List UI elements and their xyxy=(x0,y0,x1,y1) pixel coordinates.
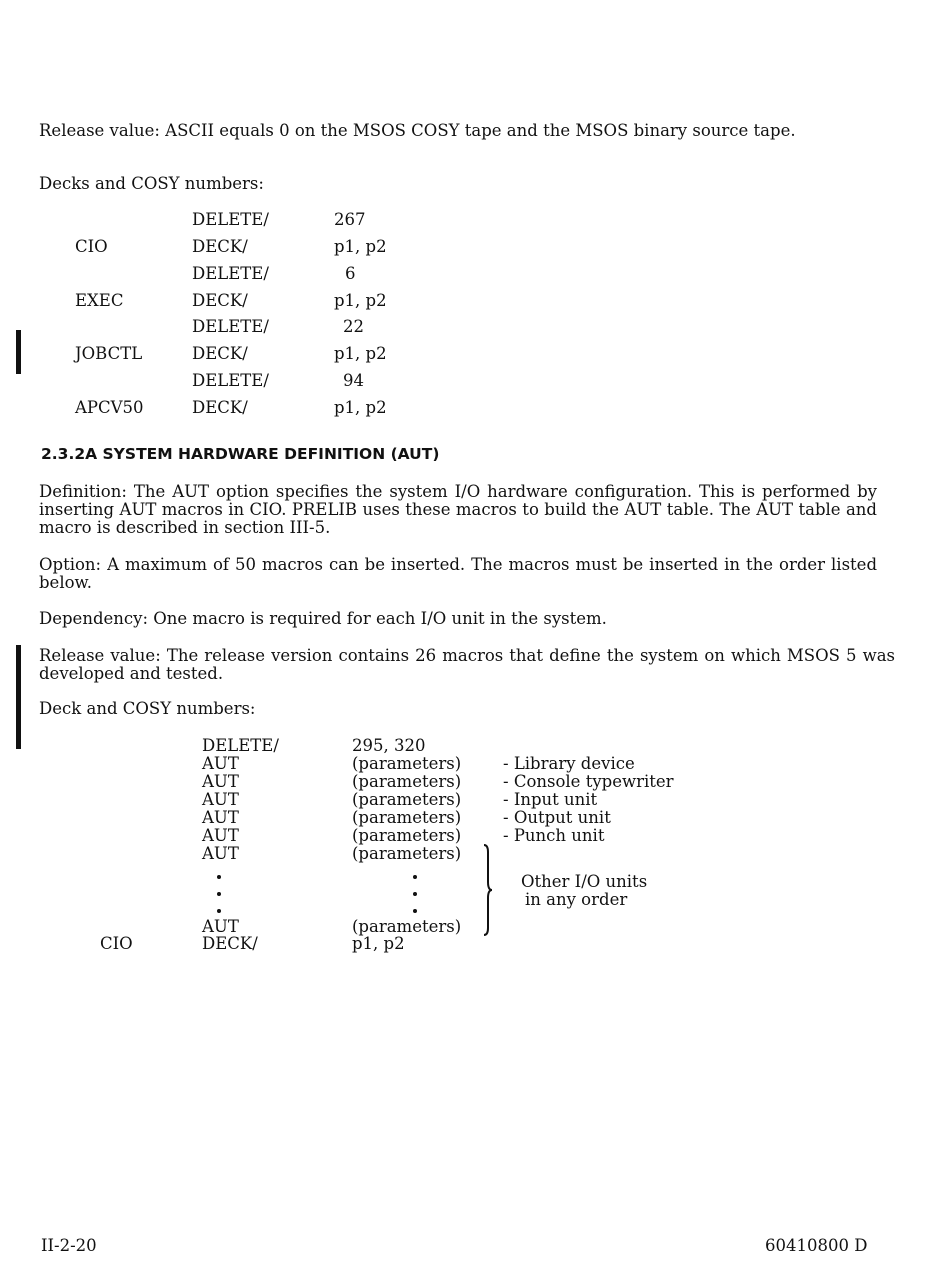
change-bar xyxy=(16,645,21,749)
dot xyxy=(217,875,221,879)
deck-value: (parameters) xyxy=(352,754,462,773)
deck-value: p1, p2 xyxy=(334,237,387,256)
deck-value: (parameters) xyxy=(352,808,462,827)
deck-value: 295, 320 xyxy=(352,736,426,755)
deck-value: p1, p2 xyxy=(334,344,387,363)
change-bar xyxy=(16,330,21,374)
unit-note: - Output unit xyxy=(503,808,611,827)
deck-value: 6 xyxy=(345,264,356,283)
deck-command: DELETE/ xyxy=(202,736,279,755)
release-value-paragraph: Release value: The release version contains 26 macros that define the system on which MSOS 5 was developed and tested. xyxy=(39,646,895,683)
unit-note: - Punch unit xyxy=(503,826,605,845)
dot xyxy=(217,892,221,896)
brace-note: Other I/O units xyxy=(521,872,648,891)
deck-value: (parameters) xyxy=(352,826,462,845)
deck-value: (parameters) xyxy=(352,772,462,791)
unit-note: - Console typewriter xyxy=(503,772,674,791)
deck-value: 267 xyxy=(334,210,366,229)
brace-note: in any order xyxy=(525,890,628,909)
release-value-paragraph: Release value: ASCII equals 0 on the MSOS COSY tape and the MSOS binary source tape. xyxy=(39,121,796,140)
deck-command: AUT xyxy=(202,808,239,827)
deck-command: AUT xyxy=(202,826,239,845)
deck-command: DECK/ xyxy=(192,237,248,256)
deck-value: (parameters) xyxy=(352,917,462,936)
decks-label: Deck and COSY numbers: xyxy=(39,699,256,718)
deck-command: DELETE/ xyxy=(192,371,269,390)
document-number: 60410800 D xyxy=(765,1236,868,1255)
decks-label: Decks and COSY numbers: xyxy=(39,174,264,193)
deck-command: DELETE/ xyxy=(192,264,269,283)
unit-note: - Library device xyxy=(503,754,635,773)
deck-command: DELETE/ xyxy=(192,210,269,229)
dot xyxy=(217,909,221,913)
deck-name: CIO xyxy=(100,934,133,953)
definition-paragraph: Definition: The AUT option specifies the system I/O hardware configuration. This is performed by inserting AUT macros in CIO. PRELIB uses these macros to build the AUT table. The AUT table and macro is described in section III-5. xyxy=(39,482,877,537)
deck-command: AUT xyxy=(202,754,239,773)
deck-command: DELETE/ xyxy=(192,317,269,336)
brace-icon xyxy=(482,844,494,936)
dependency-paragraph: Dependency: One macro is required for each I/O unit in the system. xyxy=(39,609,607,628)
deck-name: APCV50 xyxy=(75,398,144,417)
section-heading: 2.3.2A SYSTEM HARDWARE DEFINITION (AUT) xyxy=(41,445,440,463)
deck-name: EXEC xyxy=(75,291,124,310)
deck-command: AUT xyxy=(202,917,239,936)
deck-value: p1, p2 xyxy=(334,291,387,310)
dot xyxy=(413,875,417,879)
deck-value: 22 xyxy=(343,317,364,336)
deck-value: p1, p2 xyxy=(334,398,387,417)
deck-value: (parameters) xyxy=(352,844,462,863)
deck-name: CIO xyxy=(75,237,108,256)
dot xyxy=(413,892,417,896)
deck-command: AUT xyxy=(202,844,239,863)
deck-value: 94 xyxy=(343,371,364,390)
deck-value: (parameters) xyxy=(352,790,462,809)
deck-command: DECK/ xyxy=(192,291,248,310)
dot xyxy=(413,909,417,913)
deck-command: AUT xyxy=(202,772,239,791)
deck-command: DECK/ xyxy=(192,344,248,363)
deck-name: JOBCTL xyxy=(75,344,143,363)
deck-command: DECK/ xyxy=(192,398,248,417)
option-paragraph: Option: A maximum of 50 macros can be inserted. The macros must be inserted in the order listed below. xyxy=(39,555,877,592)
deck-value: p1, p2 xyxy=(352,934,405,953)
page-number: II-2-20 xyxy=(41,1236,97,1255)
unit-note: - Input unit xyxy=(503,790,598,809)
deck-command: AUT xyxy=(202,790,239,809)
deck-command: DECK/ xyxy=(202,934,258,953)
